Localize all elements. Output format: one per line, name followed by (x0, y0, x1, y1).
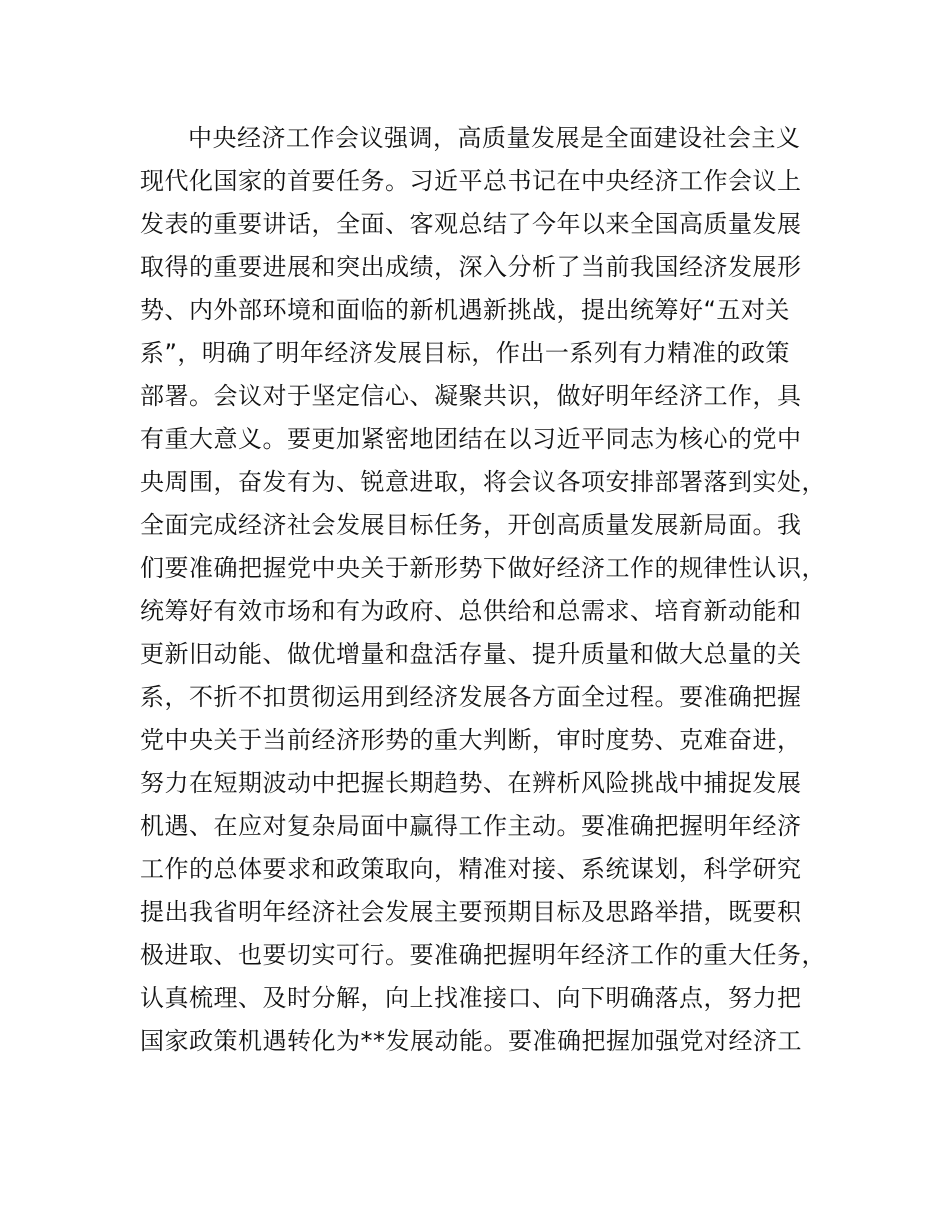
paragraph-line-1: 中央经济工作会议强调，高质量发展是全面建设社会主义 (188, 124, 801, 152)
paragraph-line-10: 全面完成经济社会发展目标任务，开创高质量发展新局面。我 (140, 511, 802, 539)
paragraph-line-13: 更新旧动能、做优增量和盘活存量、提升质量和做大总量的关 (140, 640, 802, 668)
paragraph-line-3: 发表的重要讲话，全面、客观总结了今年以来全国高质量发展 (140, 210, 802, 238)
paragraph-line-16: 努力在短期波动中把握长期趋势、在辨析风险挑战中捕捉发展 (140, 769, 802, 797)
paragraph-line-7: 部署。会议对于坚定信心、凝聚共识，做好明年经济工作，具 (140, 382, 802, 410)
paragraph-line-21: 认真梳理、及时分解，向上找准接口、向下明确落点，努力把 (140, 984, 802, 1012)
paragraph-line-9: 央周围，奋发有为、锐意进取，将会议各项安排部署落到实处， (140, 468, 826, 496)
paragraph-line-2: 现代化国家的首要任务。习近平总书记在中央经济工作会议上 (140, 167, 802, 195)
paragraph-line-12: 统筹好有效市场和有为政府、总供给和总需求、培育新动能和 (140, 597, 802, 625)
paragraph-line-5: 势、内外部环境和面临的新机遇新挑战，提出统筹好“五对关 (140, 296, 790, 324)
paragraph-line-17: 机遇、在应对复杂局面中赢得工作主动。要准确把握明年经济 (140, 812, 802, 840)
paragraph-line-18: 工作的总体要求和政策取向，精准对接、系统谋划，科学研究 (140, 855, 802, 883)
paragraph-line-22: 国家政策机遇转化为**发展动能。要准确把握加强党对经济工 (140, 1027, 802, 1055)
paragraph-line-15: 党中央关于当前经济形势的重大判断，审时度势、克难奋进， (140, 726, 802, 754)
paragraph-line-6: 系”，明确了明年经济发展目标，作出一系列有力精准的政策 (140, 339, 790, 367)
paragraph-line-14: 系，不折不扣贯彻运用到经济发展各方面全过程。要准确把握 (140, 683, 802, 711)
body-paragraph (140, 117, 840, 1063)
paragraph-line-4: 取得的重要进展和突出成绩，深入分析了当前我国经济发展形 (140, 253, 802, 281)
paragraph-line-8: 有重大意义。要更加紧密地团结在以习近平同志为核心的党中 (140, 425, 802, 453)
paragraph-line-19: 提出我省明年经济社会发展主要预期目标及思路举措，既要积 (140, 898, 802, 926)
paragraph-line-11: 们要准确把握党中央关于新形势下做好经济工作的规律性认识， (140, 554, 826, 582)
paragraph-line-20: 极进取、也要切实可行。要准确把握明年经济工作的重大任务， (140, 941, 826, 969)
